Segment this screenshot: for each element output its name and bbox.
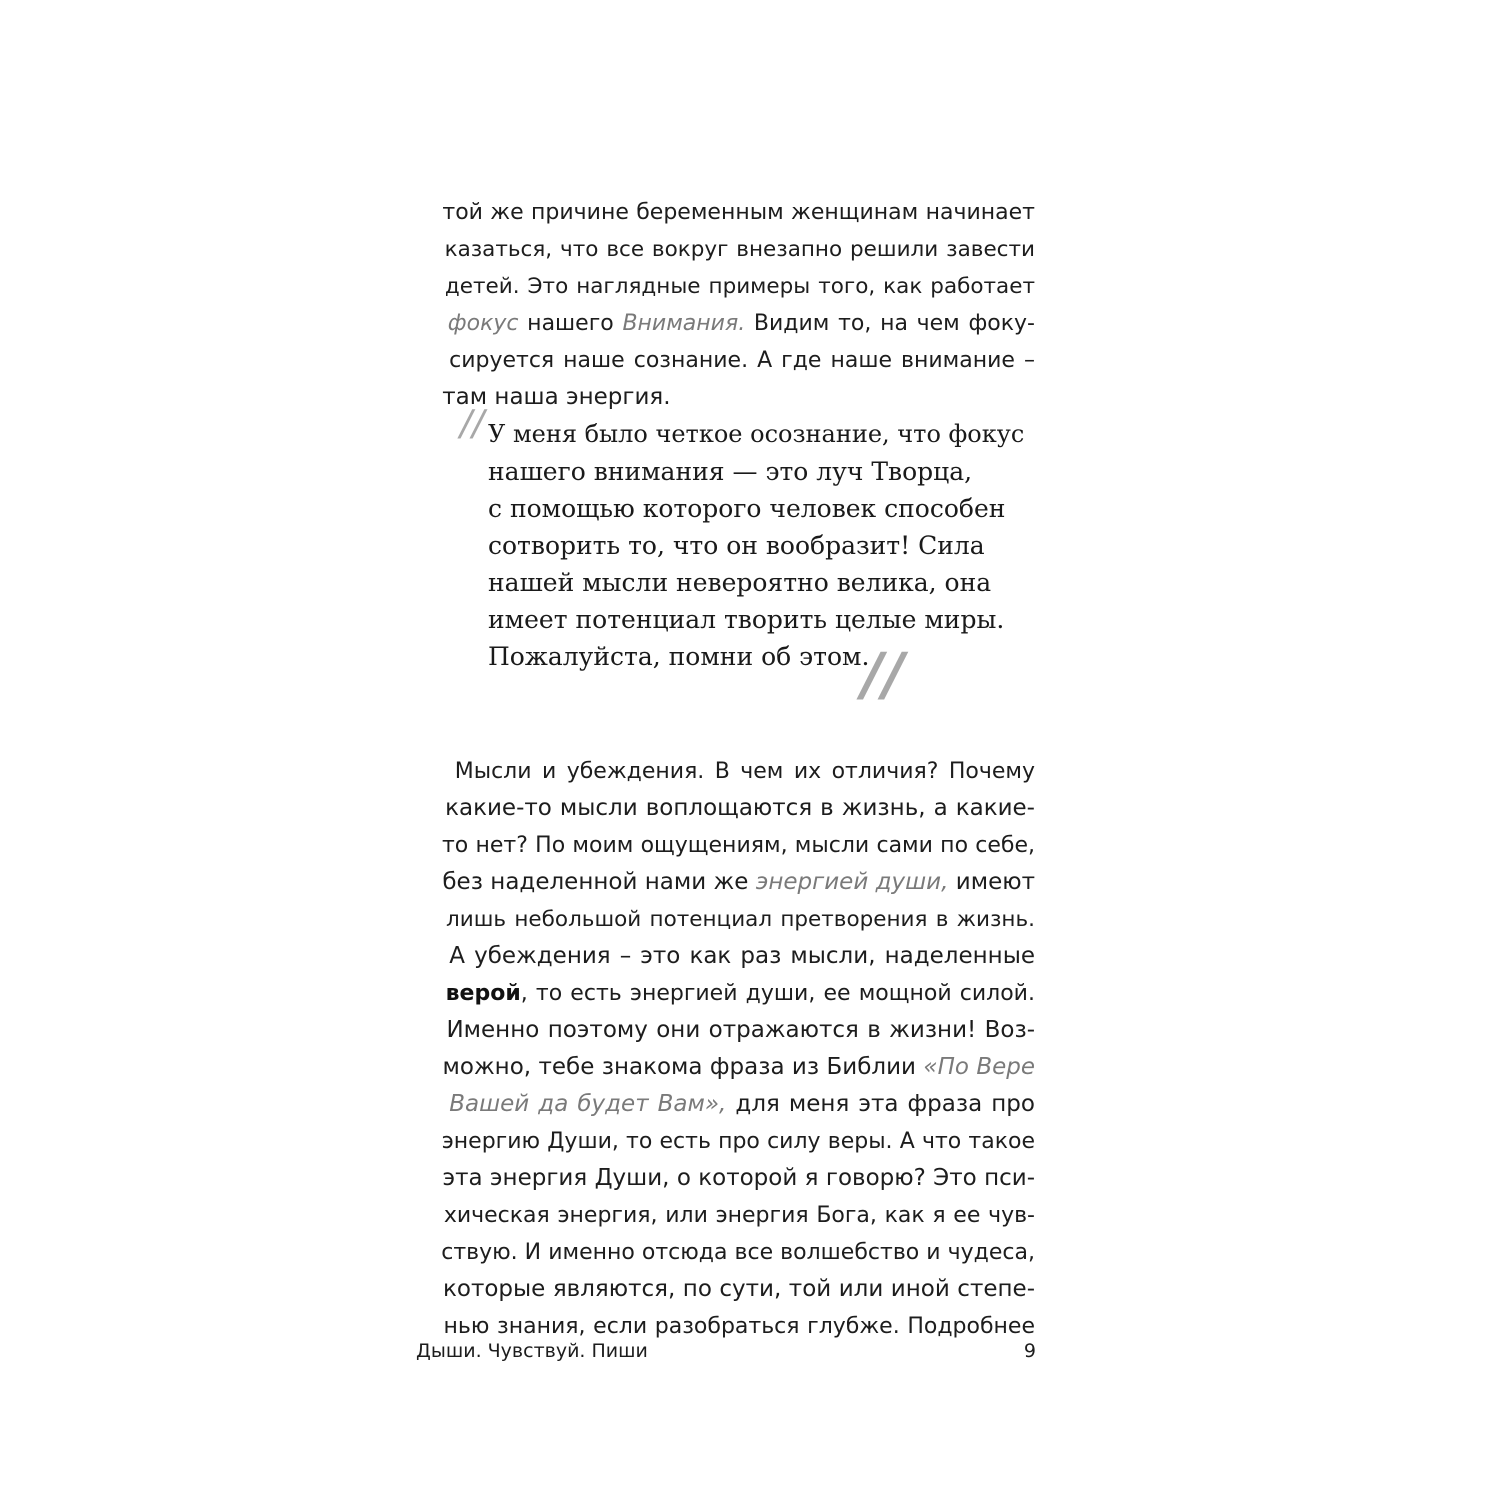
paragraph-2-line-11: энергию Души, то есть про силу веры. А что такое: [441, 1129, 1035, 1154]
paragraph-2-line-4: без наделенной нами же энергией души, имеют: [442, 869, 1035, 895]
page-number: 9: [1023, 1340, 1036, 1362]
paragraph-2-line-13: хическая энергия, или энергия Бога, как я ее чув-: [443, 1203, 1035, 1228]
paragraph-2-line-15: которые являются, по сути, той или иной степе-: [442, 1276, 1035, 1302]
bold-faith: верой: [445, 981, 521, 1006]
paragraph-2-line-3: то нет? По моим ощущениям, мысли сами по себе,: [441, 833, 1035, 858]
paragraph-2-line-12: эта энергия Души, о которой я говорю? Это пси-: [442, 1165, 1035, 1191]
paragraph-2-line-7: верой, то есть энергией души, ее мощной силой.: [445, 981, 1035, 1006]
close-quote-mark: //: [862, 640, 905, 708]
paragraph-2-line-16: нью знания, если разобраться глубже. Подробнее: [443, 1314, 1035, 1339]
paragraph-1-line-3: детей. Это наглядные примеры того, как работает: [444, 274, 1035, 299]
quote-line-7: Пожалуйста, помни об этом.: [488, 642, 870, 671]
paragraph-1-line-4: фокус нашего Внимания. Видим то, на чем фоку-: [447, 311, 1035, 336]
paragraph-2-line-6: А убеждения – это как раз мысли, наделенные: [449, 943, 1035, 969]
quote-line-2: нашего внимания — это луч Творца,: [488, 457, 973, 486]
paragraph-1-line-5: сируется наше сознание. А где наше внимание –: [449, 348, 1035, 373]
quote-line-5: нашей мысли невероятно велика, она: [488, 568, 992, 597]
running-footer-book-title: Дыши. Чувствуй. Пиши: [416, 1340, 648, 1362]
quote-line-3: с помощью которого человек способен: [488, 494, 1006, 523]
paragraph-2-line-10: Вашей да будет Вам», для меня эта фраза про: [449, 1091, 1035, 1117]
paragraph-1-line-6: там наша энергия.: [442, 384, 671, 410]
paragraph-2-line-2: какие-то мысли воплощаются в жизнь, а какие-: [445, 795, 1035, 821]
open-quote-mark: //: [460, 403, 485, 444]
quote-line-1: У меня было четкое осознание, что фокус: [488, 420, 1025, 448]
quote-line-4: сотворить то, что он вообразит! Сила: [488, 531, 985, 560]
paragraph-1-line-1: той же причине беременным женщинам начинает: [442, 200, 1035, 225]
paragraph-2-line-14: ствую. И именно отсюда все волшебство и чудеса,: [441, 1240, 1035, 1265]
paragraph-1-line-2: казаться, что все вокруг внезапно решили завести: [444, 237, 1035, 262]
emphasis-attention: Внимания.: [622, 311, 746, 336]
paragraph-2-line-8: Именно поэтому они отражаются в жизни! Воз-: [446, 1017, 1035, 1043]
emphasis-focus: фокус: [447, 311, 519, 336]
emphasis-soul-energy: энергией души,: [755, 869, 949, 895]
paragraph-2-line-5: лишь небольшой потенциал претворения в жизнь.: [446, 907, 1035, 932]
paragraph-2-line-9: можно, тебе знакома фраза из Библии «По Вере: [442, 1054, 1035, 1080]
emphasis-bible-quote-end: Вашей да будет Вам»,: [449, 1091, 727, 1117]
quote-line-6: имеет потенциал творить целые миры.: [488, 605, 1005, 634]
emphasis-bible-quote-start: «По Вере: [923, 1054, 1035, 1080]
paragraph-2-line-1: Мысли и убеждения. В чем их отличия? Почему: [454, 759, 1035, 784]
